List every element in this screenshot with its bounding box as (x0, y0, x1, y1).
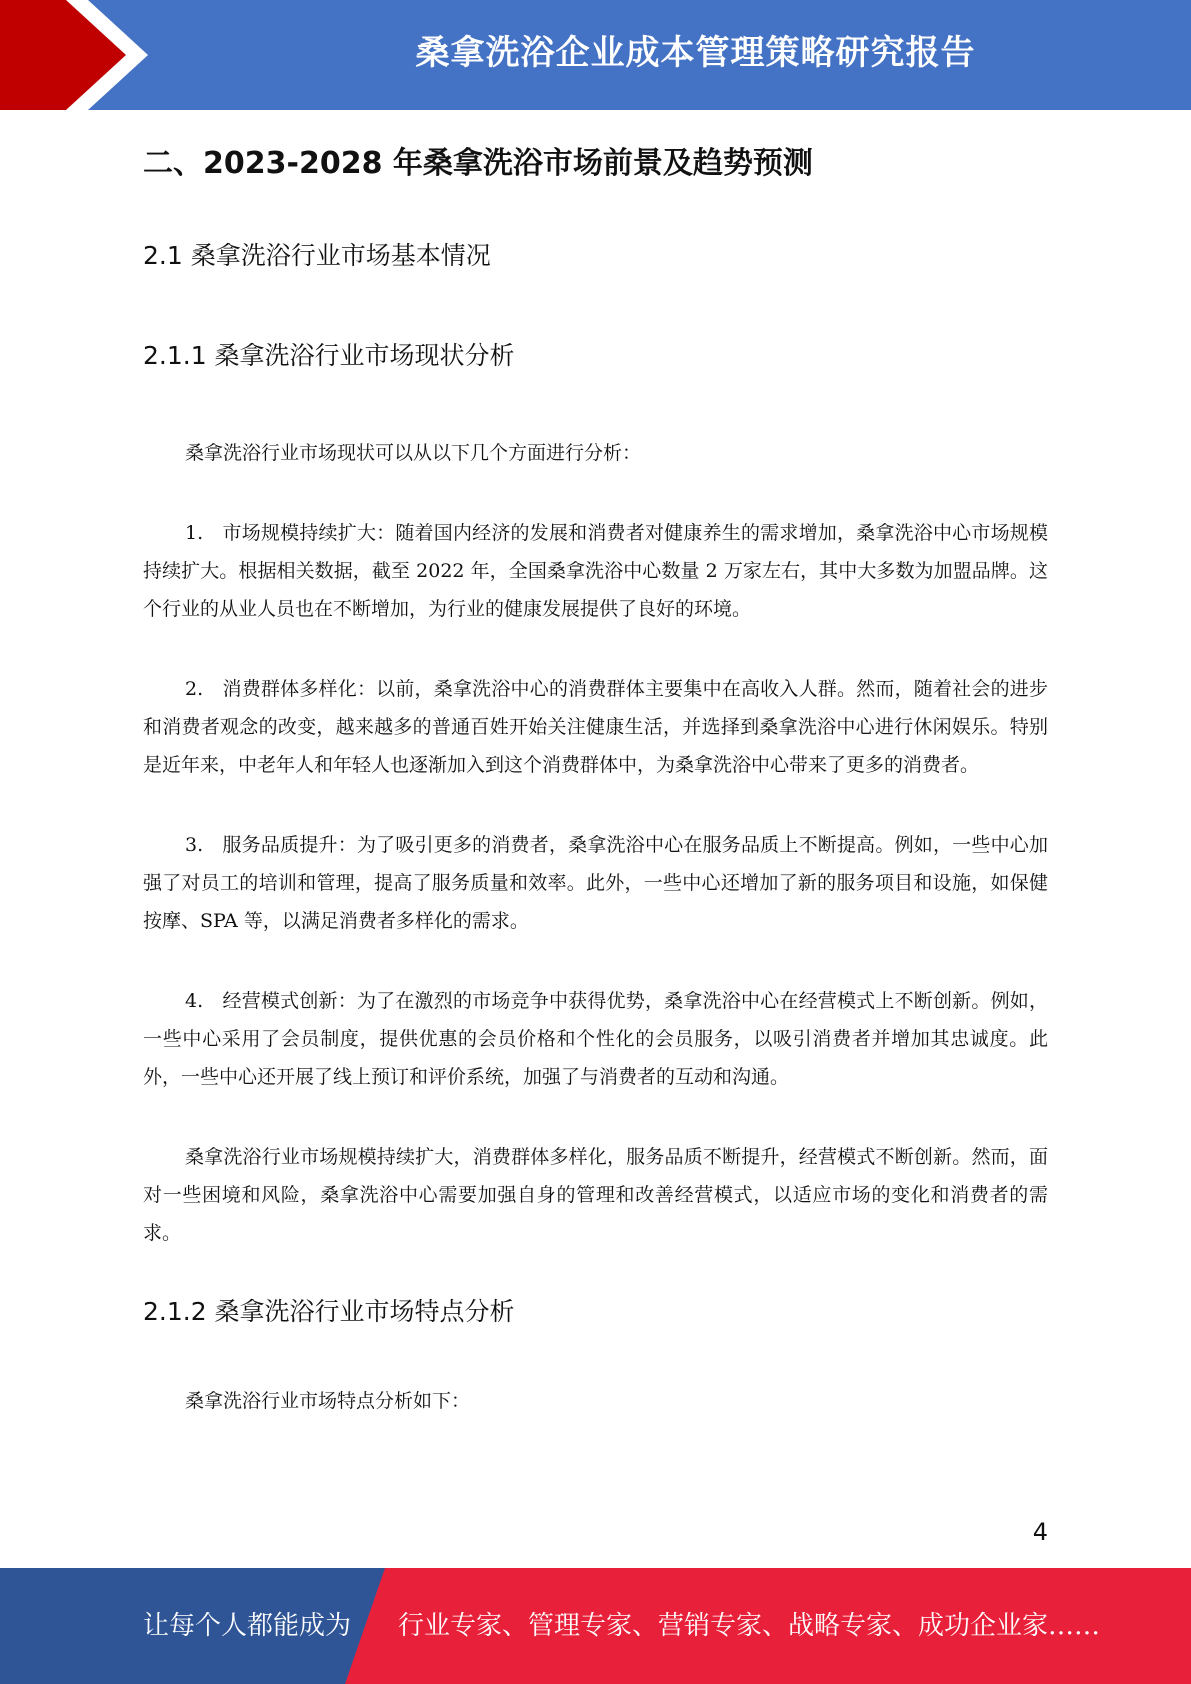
subsubsection-heading-1: 2.1.1 桑拿洗浴行业市场现状分析 (143, 341, 515, 370)
footer-slogan-left: 让每个人都能成为 (143, 1611, 352, 1641)
document-body (143, 130, 1048, 1420)
paragraph: 桑拿洗浴行业市场现状可以从以下几个方面进行分析： (185, 442, 642, 464)
page-footer (0, 1568, 1191, 1684)
page-header (0, 0, 1191, 110)
report-title: 桑拿洗浴企业成本管理策略研究报告 (415, 33, 976, 73)
paragraph: 3. 服务品质提升：为了吸引更多的消费者，桑拿洗浴中心在服务品质上不断提高。例如，一些中心加强了对员工的培训和管理，提高了服务质量和效率。此外，一些中心还增加了新的服务项目和设施，如保健按摩、SPA 等，以满足消费者多样化的需求。 (143, 834, 1048, 932)
paragraph: 桑拿洗浴行业市场规模持续扩大，消费群体多样化，服务品质不断提升，经营模式不断创新。然而，面对一些困境和风险，桑拿洗浴中心需要加强自身的管理和改善经营模式，以适应市场的变化和消费者的需求。 (143, 1146, 1048, 1244)
footer-slogan-right: 行业专家、管理专家、营销专家、战略专家、成功企业家…… (398, 1611, 1101, 1641)
subsubsection-heading-2: 2.1.2 桑拿洗浴行业市场特点分析 (143, 1297, 515, 1326)
page-number: 4 (1032, 1518, 1048, 1546)
paragraph: 4. 经营模式创新：为了在激烈的市场竞争中获得优势，桑拿洗浴中心在经营模式上不断创新。例如，一些中心采用了会员制度，提供优惠的会员价格和个性化的会员服务，以吸引消费者并增加其忠诚度。此外，一些中心还开展了线上预订和评价系统，加强了与消费者的互动和沟通。 (143, 990, 1048, 1088)
section-heading: 二、2023-2028 年桑拿洗浴市场前景及趋势预测 (143, 146, 813, 181)
header-arrow-decoration (0, 0, 160, 110)
paragraph: 1. 市场规模持续扩大：随着国内经济的发展和消费者对健康养生的需求增加，桑拿洗浴中心市场规模持续扩大。根据相关数据，截至 2022 年，全国桑拿洗浴中心数量 2 万家左右，其中大多数为加盟品牌。这个行业的从业人员也在不断增加，为行业的健康发展提供了良好的环境。 (143, 522, 1048, 620)
paragraph: 2. 消费群体多样化：以前，桑拿洗浴中心的消费群体主要集中在高收入人群。然而，随着社会的进步和消费者观念的改变，越来越多的普通百姓开始关注健康生活，并选择到桑拿洗浴中心进行休闲娱乐。特别是近年来，中老年人和年轻人也逐渐加入到这个消费群体中，为桑拿洗浴中心带来了更多的消费者。 (143, 678, 1048, 776)
subsection-heading: 2.1 桑拿洗浴行业市场基本情况 (143, 241, 491, 270)
paragraph: 桑拿洗浴行业市场特点分析如下： (185, 1390, 471, 1412)
